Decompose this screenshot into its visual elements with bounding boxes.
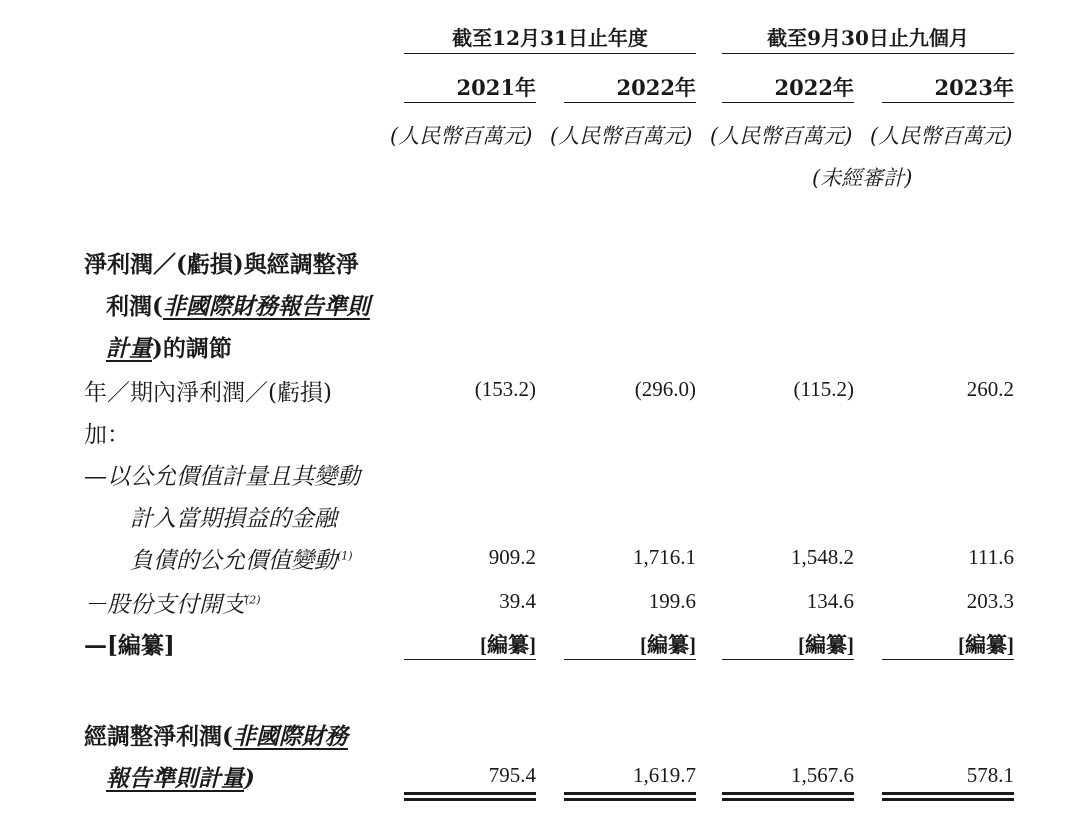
row-adjusted-value-4: 578.1 (966, 763, 1014, 787)
row-adjusted-label-line1-a: 經調整淨利潤( (84, 723, 233, 750)
row-adjusted-label-line1 (84, 718, 348, 751)
section-title-line2-b: 非國際財務報告準則 (162, 293, 370, 320)
header-year-2: 2022年 (616, 75, 696, 100)
total-rule-top-4 (882, 792, 1014, 795)
row-fair-value-label-line3 (130, 542, 353, 575)
section-title-line2 (106, 288, 370, 321)
row-fair-value-value-1: 909.2 (488, 545, 536, 569)
row-fair-value-value-4: 111.6 (968, 545, 1014, 569)
section-title-line3-b: )的調節 (152, 335, 232, 362)
total-rule-top-1 (404, 792, 536, 795)
header-year-1: 2021年 (456, 75, 536, 100)
row-net-profit-label: 年／期內淨利潤／(虧損) (84, 380, 332, 406)
row-fair-value-label-line3-text: 負債的公允價值變動 (130, 548, 337, 574)
row-fair-value-value-2: 1,716.1 (633, 545, 696, 569)
row-net-profit-value-3: (115.2) (793, 377, 854, 401)
row-redacted-label: —[編纂] (84, 632, 175, 659)
subtotal-rule-1 (404, 659, 536, 660)
header-unit-4: (人民幣百萬元) (870, 124, 1013, 148)
subtotal-rule-2 (564, 659, 696, 660)
row-adjusted-label-line1-b: 非國際財務 (232, 723, 348, 750)
subtotal-rule-3 (722, 659, 854, 660)
header-year-rule-3 (722, 102, 854, 103)
row-adjusted-value-1: 795.4 (488, 763, 536, 787)
header-year-4: 2023年 (934, 75, 1014, 100)
header-year-3: 2022年 (774, 75, 854, 100)
header-unaudited: (未經審計) (812, 166, 913, 190)
row-add-label: 加： (84, 422, 130, 448)
header-group-nine-months-rule (722, 53, 1014, 54)
row-fair-value-label-line1: —以公允價值計量且其變動 (84, 464, 360, 490)
row-redacted-value-1: [編纂] (480, 633, 536, 657)
section-title-line3-a: 計量 (106, 335, 152, 362)
row-share-based-label-text: －股份支付開支 (84, 592, 245, 618)
total-rule-bottom-2 (564, 798, 696, 801)
row-net-profit-value-1: (153.2) (474, 377, 536, 401)
row-adjusted-value-3: 1,567.6 (791, 763, 854, 787)
header-group-year: 截至12月31日止年度 (452, 26, 648, 50)
section-title-line1: 淨利潤／(虧損)與經調整淨 (84, 251, 359, 278)
header-year-rule-2 (564, 102, 696, 103)
row-share-based-note: (2) (245, 593, 261, 607)
header-unit-3: (人民幣百萬元) (710, 124, 853, 148)
row-adjusted-value-2: 1,619.7 (633, 763, 696, 787)
subtotal-rule-4 (882, 659, 1014, 660)
row-fair-value-value-3: 1,548.2 (791, 545, 854, 569)
header-group-nine-months: 截至9月30日止九個月 (767, 26, 969, 50)
row-adjusted-label-line2-b: ) (244, 765, 255, 792)
row-share-based-value-3: 134.6 (806, 589, 854, 613)
row-adjusted-label-line2-a: 報告準則計量 (106, 765, 244, 792)
total-rule-bottom-1 (404, 798, 536, 801)
row-share-based-value-4: 203.3 (966, 589, 1014, 613)
row-redacted-value-4: [編纂] (958, 633, 1014, 657)
row-redacted-value-3: [編纂] (798, 633, 854, 657)
section-title-line2-a: 利潤( (106, 293, 163, 320)
total-rule-top-2 (564, 792, 696, 795)
header-year-rule-4 (882, 102, 1014, 103)
header-group-year-rule (404, 53, 696, 54)
row-share-based-label (84, 586, 261, 619)
header-unit-2: (人民幣百萬元) (550, 124, 693, 148)
row-share-based-value-1: 39.4 (499, 589, 536, 613)
row-share-based-value-2: 199.6 (648, 589, 696, 613)
row-fair-value-label-line2: 計入當期損益的金融 (130, 506, 337, 532)
row-net-profit-value-4: 260.2 (966, 377, 1014, 401)
row-fair-value-note: (1) (337, 549, 353, 563)
total-rule-top-3 (722, 792, 854, 795)
header-unit-1: (人民幣百萬元) (390, 124, 533, 148)
row-adjusted-label-line2 (106, 760, 255, 793)
total-rule-bottom-4 (882, 798, 1014, 801)
section-title-line3 (106, 330, 232, 363)
header-year-rule-1 (404, 102, 536, 103)
row-redacted-value-2: [編纂] (640, 633, 696, 657)
row-net-profit-value-2: (296.0) (634, 377, 696, 401)
total-rule-bottom-3 (722, 798, 854, 801)
